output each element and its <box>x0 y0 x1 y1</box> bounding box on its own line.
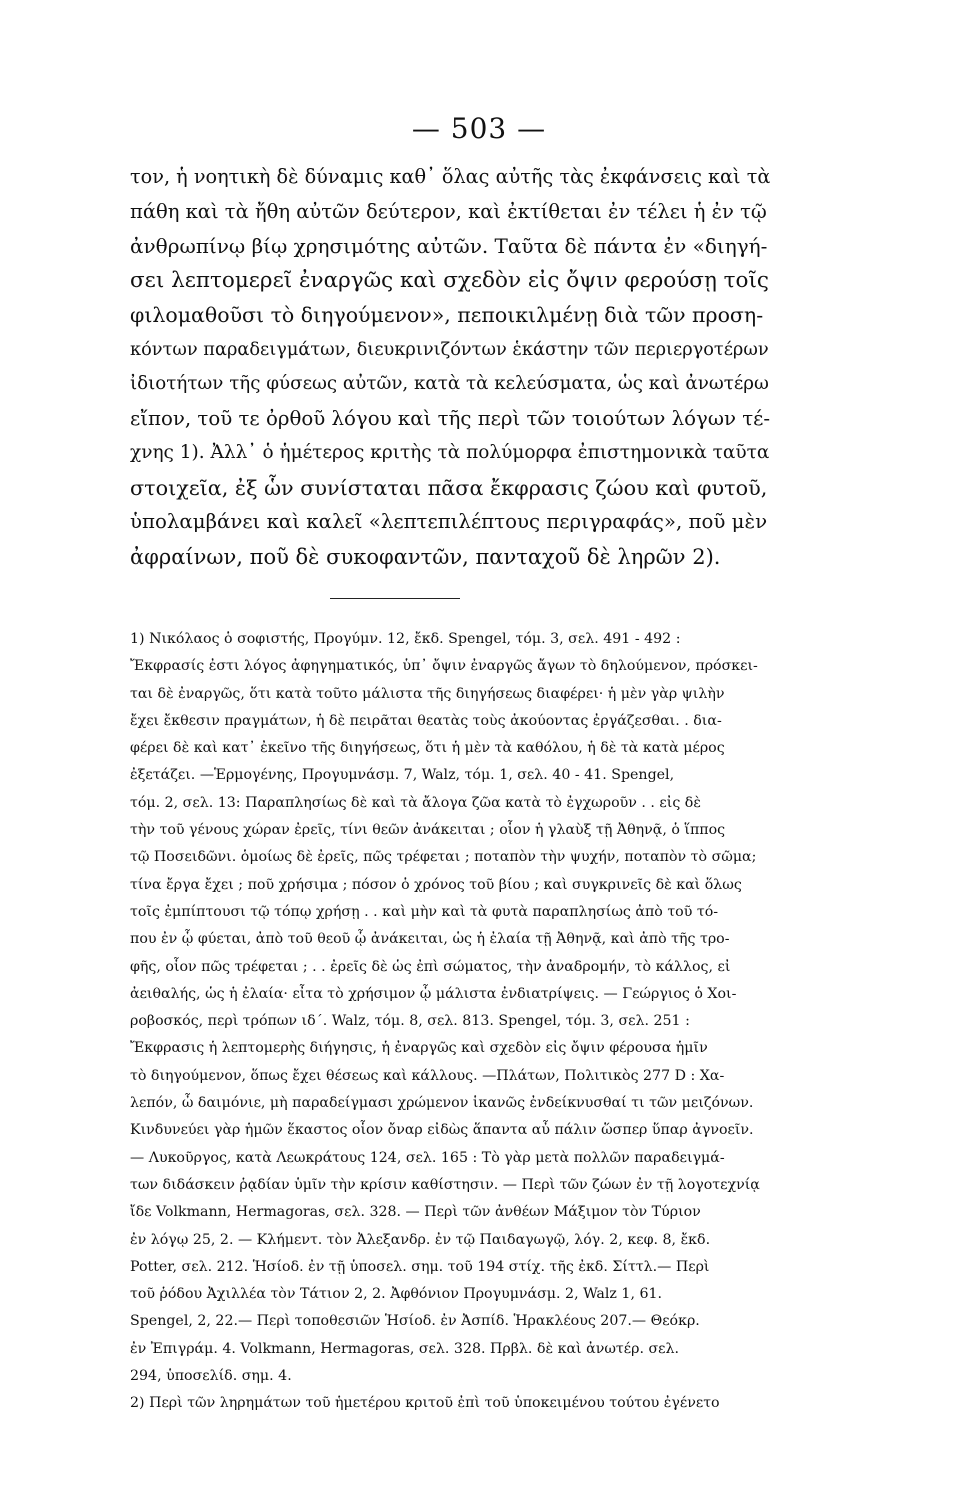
footnote-line: 294, ὑποσελίδ. σημ. 4. <box>130 1368 292 1385</box>
main-text-line: εἴπον, τοῦ τε ὀρθοῦ λόγου καὶ τῆς περὶ τῶν τοιούτων λόγων τέ- <box>130 406 771 430</box>
footnote-line: τὴν τοῦ γένους χώραν ἐρεῖς, τίνι θεῶν ἀνάκειται ; οἷον ἡ γλαὺξ τῇ Ἀθηνᾷ, ὁ ἵππος <box>130 822 726 839</box>
footnote-line: 2) Περὶ τῶν ληρημάτων τοῦ ἡμετέρου κριτοῦ ἐπὶ τοῦ ὑποκειμένου τούτου ἐγένετο <box>130 1395 720 1412</box>
main-text-line: πάθη καὶ τὰ ἤθη αὐτῶν δεύτερον, καὶ ἐκτίθεται ἐν τέλει ἡ ἐν τῷ <box>130 199 767 223</box>
footnote-line: τοῦ ῥόδου Ἀχιλλέα τὸν Τάτιον 2, 2. Ἀφθόνιον Προγυμνάσμ. 2, Walz 1, 61. <box>130 1286 663 1303</box>
footnote-line: Ἔκφρασίς ἐστι λόγος ἀφηγηματικός, ὑπ᾽ ὄψιν ἐναργῶς ἄγων τὸ δηλούμενον, πρόσκει- <box>130 658 758 675</box>
footnote-line: ται δὲ ἐναργῶς, ὅτι κατὰ τοῦτο μάλιστα τῆς διηγήσεως διαφέρει· ἡ μὲν γὰρ ψιλὴν <box>130 685 725 702</box>
main-text-line: τον, ἡ νοητικὴ δὲ δύναμις καθ᾽ ὅλας αὐτῆς τὰς ἐκφάνσεις καὶ τὰ <box>130 165 771 188</box>
main-text-line: φιλομαθοῦσι τὸ διηγούμενον», πεποικιλμένῃ διὰ τῶν προση- <box>130 303 764 327</box>
main-text-block <box>130 160 770 574</box>
main-text-line: ἀνθρωπίνῳ βίῳ χρησιμότης αὐτῶν. Ταῦτα δὲ πάντα ἐν «διηγή- <box>130 234 768 258</box>
footnote-line: ἔχει ἔκθεσιν πραγμάτων, ἡ δὲ πειρᾶται θεατὰς τοὺς ἀκούοντας ἐργάζεσθαι. . δια- <box>130 712 722 729</box>
main-text-line: στοιχεῖα, ἐξ ὧν συνίσταται πᾶσα ἔκφρασις ζώου καὶ φυτοῦ, <box>130 475 768 500</box>
footnote-line: Potter, σελ. 212. Ἡσίοδ. ἐν τῇ ὑποσελ. σημ. τοῦ 194 στίχ. τῆς ἐκδ. Σίττλ.— Περὶ <box>130 1258 710 1275</box>
page-number: — 503 — <box>411 112 547 145</box>
main-text-line: χνης 1). Ἀλλ᾽ ὁ ἡμέτερος κριτὴς τὰ πολύμορφα ἐπιστημονικὰ ταῦτα <box>130 442 770 463</box>
footnote-line: Spengel, 2, 22.— Περὶ τοποθεσιῶν Ἡσίοδ. ἐν Ἀσπίδ. Ἡρακλέους 207.— Θεόκρ. <box>130 1313 700 1330</box>
main-text-line: ἀφραίνων, ποῦ δὲ συκοφαντῶν, πανταχοῦ δὲ ληρῶν 2). <box>130 544 721 569</box>
footnote-line: Ἔκφρασις ἡ λεπτομερὴς διήγησις, ἡ ἐναργῶς καὶ σχεδὸν εἰς ὄψιν φέρουσα ἡμῖν <box>130 1040 708 1057</box>
footnote-line: ἐν Ἐπιγράμ. 4. Volkmann, Hermagoras, σελ. 328. Πρβλ. δὲ καὶ ἀνωτέρ. σελ. <box>130 1340 680 1357</box>
footnotes-block <box>130 626 770 1418</box>
footnote-line: ἀειθαλής, ὡς ἡ ἐλαία· εἶτα τὸ χρήσιμον ᾧ μάλιστα ἐνδιατρίψεις. — Γεώργιος ὁ Χοι- <box>130 985 737 1002</box>
footnote-line: 1) Νικόλαος ὁ σοφιστής, Προγύμν. 12, ἔκδ. Spengel, τόμ. 3, σελ. 491 - 492 : <box>130 631 681 647</box>
main-text-line: ὑπολαμβάνει καὶ καλεῖ «λεπτεπιλέπτους περιγραφάς», ποῦ μὲν <box>130 510 768 533</box>
main-text-line: κόντων παραδειγμάτων, διευκρινιζόντων ἑκάστην τῶν περιεργοτέρων <box>130 339 769 360</box>
footnote-line: ἐν λόγῳ 25, 2. — Κλήμεντ. τὸν Ἀλεξανδρ. ἐν τῷ Παιδαγωγῷ, λόγ. 2, κεφ. 8, ἔκδ. <box>130 1231 711 1248</box>
footnote-line: τίνα ἔργα ἔχει ; ποῦ χρήσιμα ; πόσον ὁ χρόνος τοῦ βίου ; καὶ συγκρινεῖς δὲ καὶ ὅλως <box>130 876 742 893</box>
footnote-line: λεπόν, ὦ δαιμόνιε, μὴ παραδείγμασι χρώμενον ἱκανῶς ἐνδείκνυσθαί τι τῶν μειζόνων. <box>130 1095 754 1112</box>
footnote-line: τοῖς ἐμπίπτουσι τῷ τόπῳ χρήσῃ . . καὶ μὴν καὶ τὰ φυτὰ παραπλησίως ἀπὸ τοῦ τό- <box>130 903 719 920</box>
footnote-line: των διδάσκειν ῥᾳδίαν ὑμῖν τὴν κρίσιν καθίστησιν. — Περὶ τῶν ζώων ἐν τῇ λογοτεχνίᾳ <box>130 1176 760 1193</box>
footnote-line: Κινδυνεύει γὰρ ἡμῶν ἕκαστος οἷον ὄναρ εἰδὼς ἅπαντα αὖ πάλιν ὥσπερ ὕπαρ ἀγνοεῖν. <box>130 1122 754 1139</box>
footnote-line: — Λυκοῦργος, κατὰ Λεωκράτους 124, σελ. 165 : Τὸ γὰρ μετὰ πολλῶν παραδειγμά- <box>130 1149 725 1166</box>
footnote-line: τόμ. 2, σελ. 13: Παραπλησίως δὲ καὶ τὰ ἄλογα ζῶα κατὰ τὸ ἐγχωροῦν . . εἰς δὲ <box>130 794 701 811</box>
main-text-line: ἰδιοτήτων τῆς φύσεως αὐτῶν, κατὰ τὰ κελεύσματα, ὡς καὶ ἀνωτέρω <box>130 373 769 394</box>
footnote-line: φέρει δὲ καὶ κατ᾽ ἐκεῖνο τῆς διηγήσεως, ὅτι ἡ μὲν τὰ καθόλου, ἡ δὲ τὰ κατὰ μέρος <box>130 740 725 757</box>
footnote-line: ροβοσκός, περὶ τρόπων ιδ΄. Walz, τόμ. 8, σελ. 813. Spengel, τόμ. 3, σελ. 251 : <box>130 1013 690 1030</box>
footnote-divider <box>330 598 460 599</box>
footnote-line: που ἐν ᾧ φύεται, ἀπὸ τοῦ θεοῦ ᾧ ἀνάκειται, ὡς ἡ ἐλαία τῇ Ἀθηνᾷ, καὶ ἀπὸ τῆς τρο- <box>130 931 730 948</box>
footnote-line: τὸ διηγούμενον, ὅπως ἔχει θέσεως καὶ κάλλους. —Πλάτων, Πολιτικὸς 277 D : Χα- <box>130 1067 725 1084</box>
footnote-line: ἴδε Volkmann, Hermagoras, σελ. 328. — Περὶ τῶν ἀνθέων Μάξιμον τὸν Τύριον <box>130 1204 701 1221</box>
main-text-line: σει λεπτομερεῖ ἐναργῶς καὶ σχεδὸν εἰς ὄψιν φερούσῃ τοῖς <box>130 267 769 293</box>
footnote-line: ἐξετάζει. —Ἑρμογένης, Προγυμνάσμ. 7, Walz, τόμ. 1, σελ. 40 - 41. Spengel, <box>130 767 675 784</box>
footnote-line: φῆς, οἷον πῶς τρέφεται ; . . ἐρεῖς δὲ ὡς ἐπὶ σώματος, τὴν ἀναδρομήν, τὸ κάλλος, εἰ <box>130 958 731 975</box>
footnote-line: τῷ Ποσειδῶνι. ὁμοίως δὲ ἐρεῖς, πῶς τρέφεται ; ποταπὸν τὴν ψυχήν, ποταπὸν τὸ σῶμα; <box>130 849 757 866</box>
